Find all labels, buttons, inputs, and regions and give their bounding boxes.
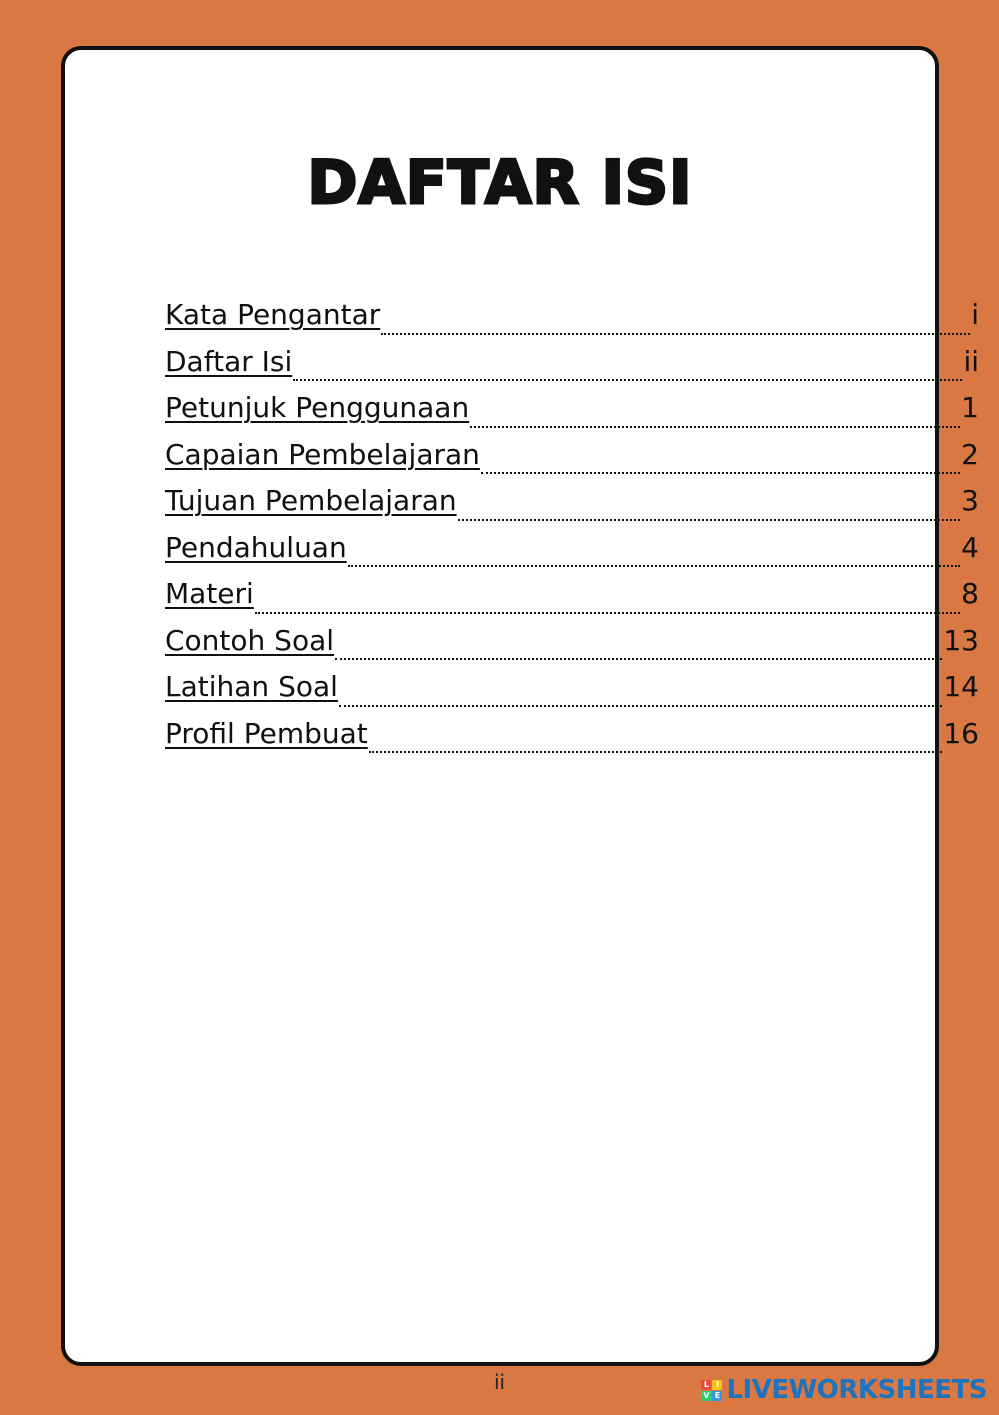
toc-entry-profil-pembuat: [165, 717, 979, 764]
toc-page-number: 3: [961, 484, 979, 517]
dot-leader: [339, 701, 942, 707]
toc-page-number: 16: [943, 716, 979, 750]
toc-page-number: 1: [961, 391, 979, 424]
dot-leader: [481, 468, 960, 474]
toc-link-contoh-soal[interactable]: Contoh Soal: [165, 623, 335, 657]
logo-letter: L: [701, 1380, 711, 1390]
toc-page-number: i: [971, 298, 979, 331]
toc-entry-pendahuluan: [165, 531, 979, 578]
toc-page-number: 8: [961, 577, 979, 610]
toc-entry-contoh-soal: [165, 624, 979, 671]
toc-page-number: 2: [961, 437, 979, 471]
dot-leader: [369, 747, 943, 753]
footer-page-number: ii: [493, 1370, 506, 1394]
toc-entry-latihan-soal: [165, 670, 979, 717]
toc-entry-daftar-isi: [165, 345, 979, 392]
dot-leader: [255, 608, 960, 614]
toc-link-latihan-soal[interactable]: Latihan Soal: [165, 670, 338, 703]
dot-leader: [458, 515, 961, 521]
toc-link-capaian-pembelajaran[interactable]: Capaian Pembelajaran: [165, 437, 480, 471]
toc-link-tujuan-pembelajaran[interactable]: Tujuan Pembelajaran: [165, 484, 457, 517]
toc-entry-petunjuk-penggunaan: [165, 391, 979, 438]
toc-entry-capaian-pembelajaran: [165, 438, 979, 485]
toc-link-kata-pengantar[interactable]: Kata Pengantar: [165, 298, 381, 331]
toc-link-pendahuluan[interactable]: Pendahuluan: [165, 530, 347, 564]
page-title: DAFTAR ISI: [307, 148, 693, 218]
liveworksheets-logo-icon: [701, 1380, 722, 1401]
watermark-text: LIVEWORKSHEETS: [726, 1375, 987, 1405]
toc-page-number: ii: [963, 344, 979, 378]
toc-link-daftar-isi[interactable]: Daftar Isi: [165, 344, 293, 378]
page-card: [61, 46, 979, 1366]
logo-letter: I: [712, 1380, 722, 1390]
toc-entry-kata-pengantar: [165, 298, 979, 345]
toc-link-petunjuk-penggunaan[interactable]: Petunjuk Penggunaan: [165, 391, 470, 424]
logo-letter: V: [703, 1390, 710, 1400]
dot-leader: [470, 422, 960, 428]
toc-page-number: 4: [961, 530, 979, 564]
toc-link-profil-pembuat[interactable]: Profil Pembuat: [165, 716, 368, 750]
logo-letter: E: [712, 1391, 722, 1401]
toc-page-number: 13: [943, 623, 979, 657]
toc-link-materi[interactable]: Materi: [165, 577, 254, 610]
dot-leader: [348, 561, 960, 567]
toc-page-number: 14: [943, 670, 979, 703]
toc-entry-materi: [165, 577, 979, 624]
dot-leader: [335, 654, 942, 660]
table-of-contents: [165, 298, 979, 763]
dot-leader: [381, 329, 970, 335]
dot-leader: [293, 375, 962, 381]
toc-entry-tujuan-pembelajaran: [165, 484, 979, 531]
liveworksheets-watermark: [701, 1375, 987, 1405]
